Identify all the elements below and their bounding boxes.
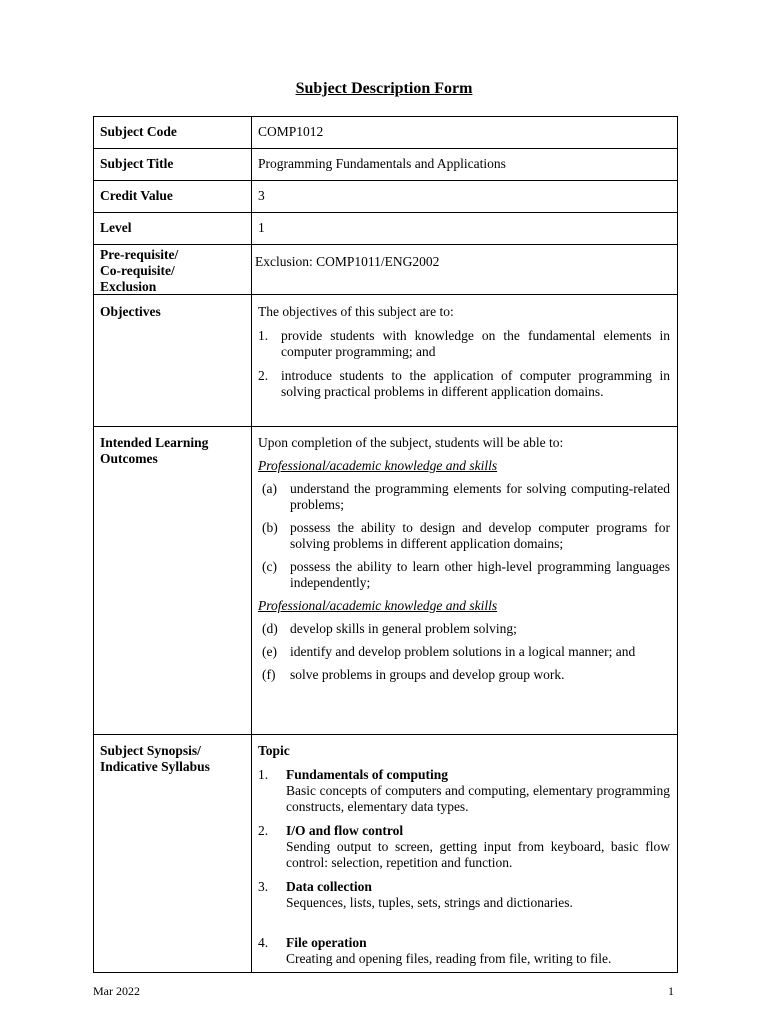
value-credit-value: 3	[258, 188, 265, 203]
item-number: (d)	[262, 621, 278, 636]
item-number: 1.	[258, 328, 269, 343]
topic-title: Data collection	[286, 879, 372, 894]
list-item	[258, 481, 670, 513]
row-level	[93, 212, 678, 245]
value-prerequisite: Exclusion: COMP1011/ENG2002	[255, 254, 440, 269]
topic-item	[258, 823, 670, 871]
value-subject-title: Programming Fundamentals and Applications	[258, 156, 506, 171]
value-syllabus	[252, 735, 677, 972]
label-line: Subject Synopsis/	[100, 743, 201, 758]
row-learning-outcomes	[93, 426, 678, 735]
label-line: Indicative Syllabus	[100, 759, 210, 774]
item-number: (c)	[262, 559, 277, 574]
item-text: solve problems in groups and develop group work.	[290, 667, 565, 682]
label-learning-outcomes	[94, 427, 252, 734]
label-line: Exclusion	[100, 279, 157, 294]
label-line: Intended Learning	[100, 435, 209, 450]
item-text: possess the ability to learn other high-level programming languages independently;	[290, 559, 670, 590]
list-item	[258, 559, 670, 591]
list-item	[258, 667, 670, 683]
label-subject-title: Subject Title	[94, 149, 252, 180]
item-number: (f)	[262, 667, 276, 682]
label-syllabus	[94, 735, 252, 972]
list-item	[258, 644, 670, 660]
row-subject-code	[93, 116, 678, 149]
value-learning-outcomes	[252, 427, 677, 734]
item-text: understand the programming elements for solving computing-related problems;	[290, 481, 670, 512]
list-item	[258, 520, 670, 552]
list-item	[258, 368, 670, 400]
ilo-intro: Upon completion of the subject, students will be able to:	[258, 435, 564, 450]
label-prerequisite	[94, 245, 252, 294]
label-line: Pre-requisite/	[100, 247, 179, 262]
item-number: 2.	[258, 368, 269, 383]
label-subject-code: Subject Code	[94, 117, 252, 148]
topic-desc: Basic concepts of computers and computing, elementary programming constructs, elementary data types.	[286, 783, 670, 814]
list-item	[258, 328, 670, 360]
topic-item	[258, 767, 670, 815]
row-syllabus	[93, 734, 678, 973]
footer-page-number: 1	[668, 984, 674, 998]
row-objectives	[93, 294, 678, 427]
value-objectives	[252, 295, 677, 426]
topic-desc: Creating and opening files, reading from file, writing to file.	[286, 951, 612, 966]
topic-number: 2.	[258, 823, 269, 838]
row-subject-title	[93, 148, 678, 181]
row-prerequisite	[93, 244, 678, 295]
label-objectives: Objectives	[94, 295, 252, 426]
topic-number: 4.	[258, 935, 269, 950]
value-subject-code: COMP1012	[258, 124, 324, 139]
item-number: (a)	[262, 481, 277, 496]
syllabus-heading: Topic	[258, 743, 290, 758]
label-credit-value: Credit Value	[94, 181, 252, 212]
footer-date: Mar 2022	[93, 984, 140, 998]
item-text: provide students with knowledge on the fundamental elements in computer programming; and	[281, 328, 670, 359]
row-credit-value	[93, 180, 678, 213]
label-level: Level	[94, 213, 252, 244]
topic-item	[258, 879, 670, 911]
topic-title: Fundamentals of computing	[286, 767, 449, 782]
value-level: 1	[258, 220, 265, 235]
item-number: (e)	[262, 644, 277, 659]
ilo-heading-2: Professional/academic knowledge and skills	[258, 598, 498, 613]
item-text: identify and develop problem solutions in a logical manner; and	[290, 644, 636, 659]
topic-number: 3.	[258, 879, 269, 894]
label-line: Co-requisite/	[100, 263, 175, 278]
objectives-intro: The objectives of this subject are to:	[258, 304, 454, 319]
label-line: Outcomes	[100, 451, 158, 466]
item-text: introduce students to the application of computer programming in solving practical problems in different application domains.	[281, 368, 670, 399]
topic-number: 1.	[258, 767, 269, 782]
item-text: possess the ability to design and develop computer programs for solving problems in different application domains;	[290, 520, 670, 551]
topic-desc: Sending output to screen, getting input from keyboard, basic flow control: selection, repetition and function.	[286, 839, 670, 870]
topic-item	[258, 935, 670, 967]
page-title: Subject Description Form	[295, 80, 473, 97]
topic-desc: Sequences, lists, tuples, sets, strings and dictionaries.	[286, 895, 573, 910]
ilo-heading-1: Professional/academic knowledge and skills	[258, 458, 498, 473]
item-number: (b)	[262, 520, 278, 535]
list-item	[258, 621, 670, 637]
item-text: develop skills in general problem solving;	[290, 621, 517, 636]
topic-title: I/O and flow control	[286, 823, 404, 838]
topic-title: File operation	[286, 935, 367, 950]
